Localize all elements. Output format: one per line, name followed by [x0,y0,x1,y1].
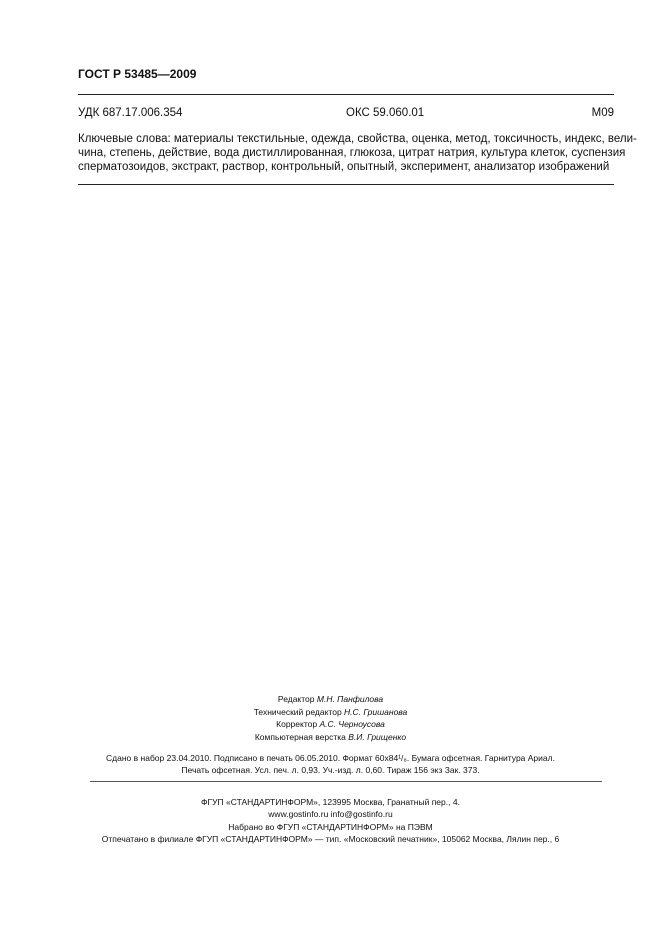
keywords-line: сперматозоидов, экстракт, раствор, контрольный, опытный, эксперимент, анализатор изображений [78,161,610,173]
publication-info-line: Сдано в набор 23.04.2010. Подписано в печать 06.05.2010. Формат 60x84¹/₈. Бумага офсетная. Гарнитура Ариал. [106,753,555,763]
category-code: М09 [591,107,614,119]
layout-name: В.И. Грищенко [348,731,407,742]
layout-label: Компьютерная верстка [254,731,346,742]
oks-code: ОКС 59.060.01 [346,107,425,119]
tech-editor-line [0,706,661,719]
layout-line [0,731,661,744]
keywords-bottom-rule [78,184,614,185]
publisher-address: ФГУП «СТАНДАРТИНФОРМ», 123995 Москва, Гранатный пер., 4. [201,797,460,807]
footer-rule [90,781,602,782]
tech-editor-name: Н.С. Гришанова [344,706,408,717]
keywords-line: чина, степень, действие, вода дистиллированная, глюкоза, цитрат натрия, культура клеток, суспензия [78,147,626,159]
credits-block [0,693,661,743]
document-code: ГОСТ Р 53485—2009 [78,67,197,81]
top-rule [78,94,614,95]
corrector-name: А.С. Черноусова [319,719,385,729]
editor-name: М.Н. Панфилова [316,694,384,704]
corrector-line [0,718,661,731]
corrector-label: Корректор [276,719,318,729]
typeset-note: Набрано во ФГУП «СТАНДАРТИНФОРМ» на ПЭВМ [228,821,433,832]
keywords-line: Ключевые слова: материалы текстильные, одежда, свойства, оценка, метод, токсичность, индекс, вели- [78,133,637,145]
tech-editor-label: Технический редактор [253,706,342,717]
footer-block [0,796,661,845]
editor-line [0,693,661,706]
publication-info-line: Печать офсетная. Усл. печ. л. 0,93. Уч.-изд. л. 0,60. Тираж 156 экз Зак. 373. [181,765,480,775]
keywords-block [78,132,637,174]
editor-label: Редактор [277,694,315,704]
udk-code: УДК 687.17.006.354 [78,107,183,119]
publisher-contacts: www.gostinfo.ru info@gostinfo.ru [268,809,393,820]
printed-note: Отпечатано в филиале ФГУП «СТАНДАРТИНФОРМ» — тип. «Московский печатник», 105062 Москва, Лялин пер., 6 [101,833,560,844]
